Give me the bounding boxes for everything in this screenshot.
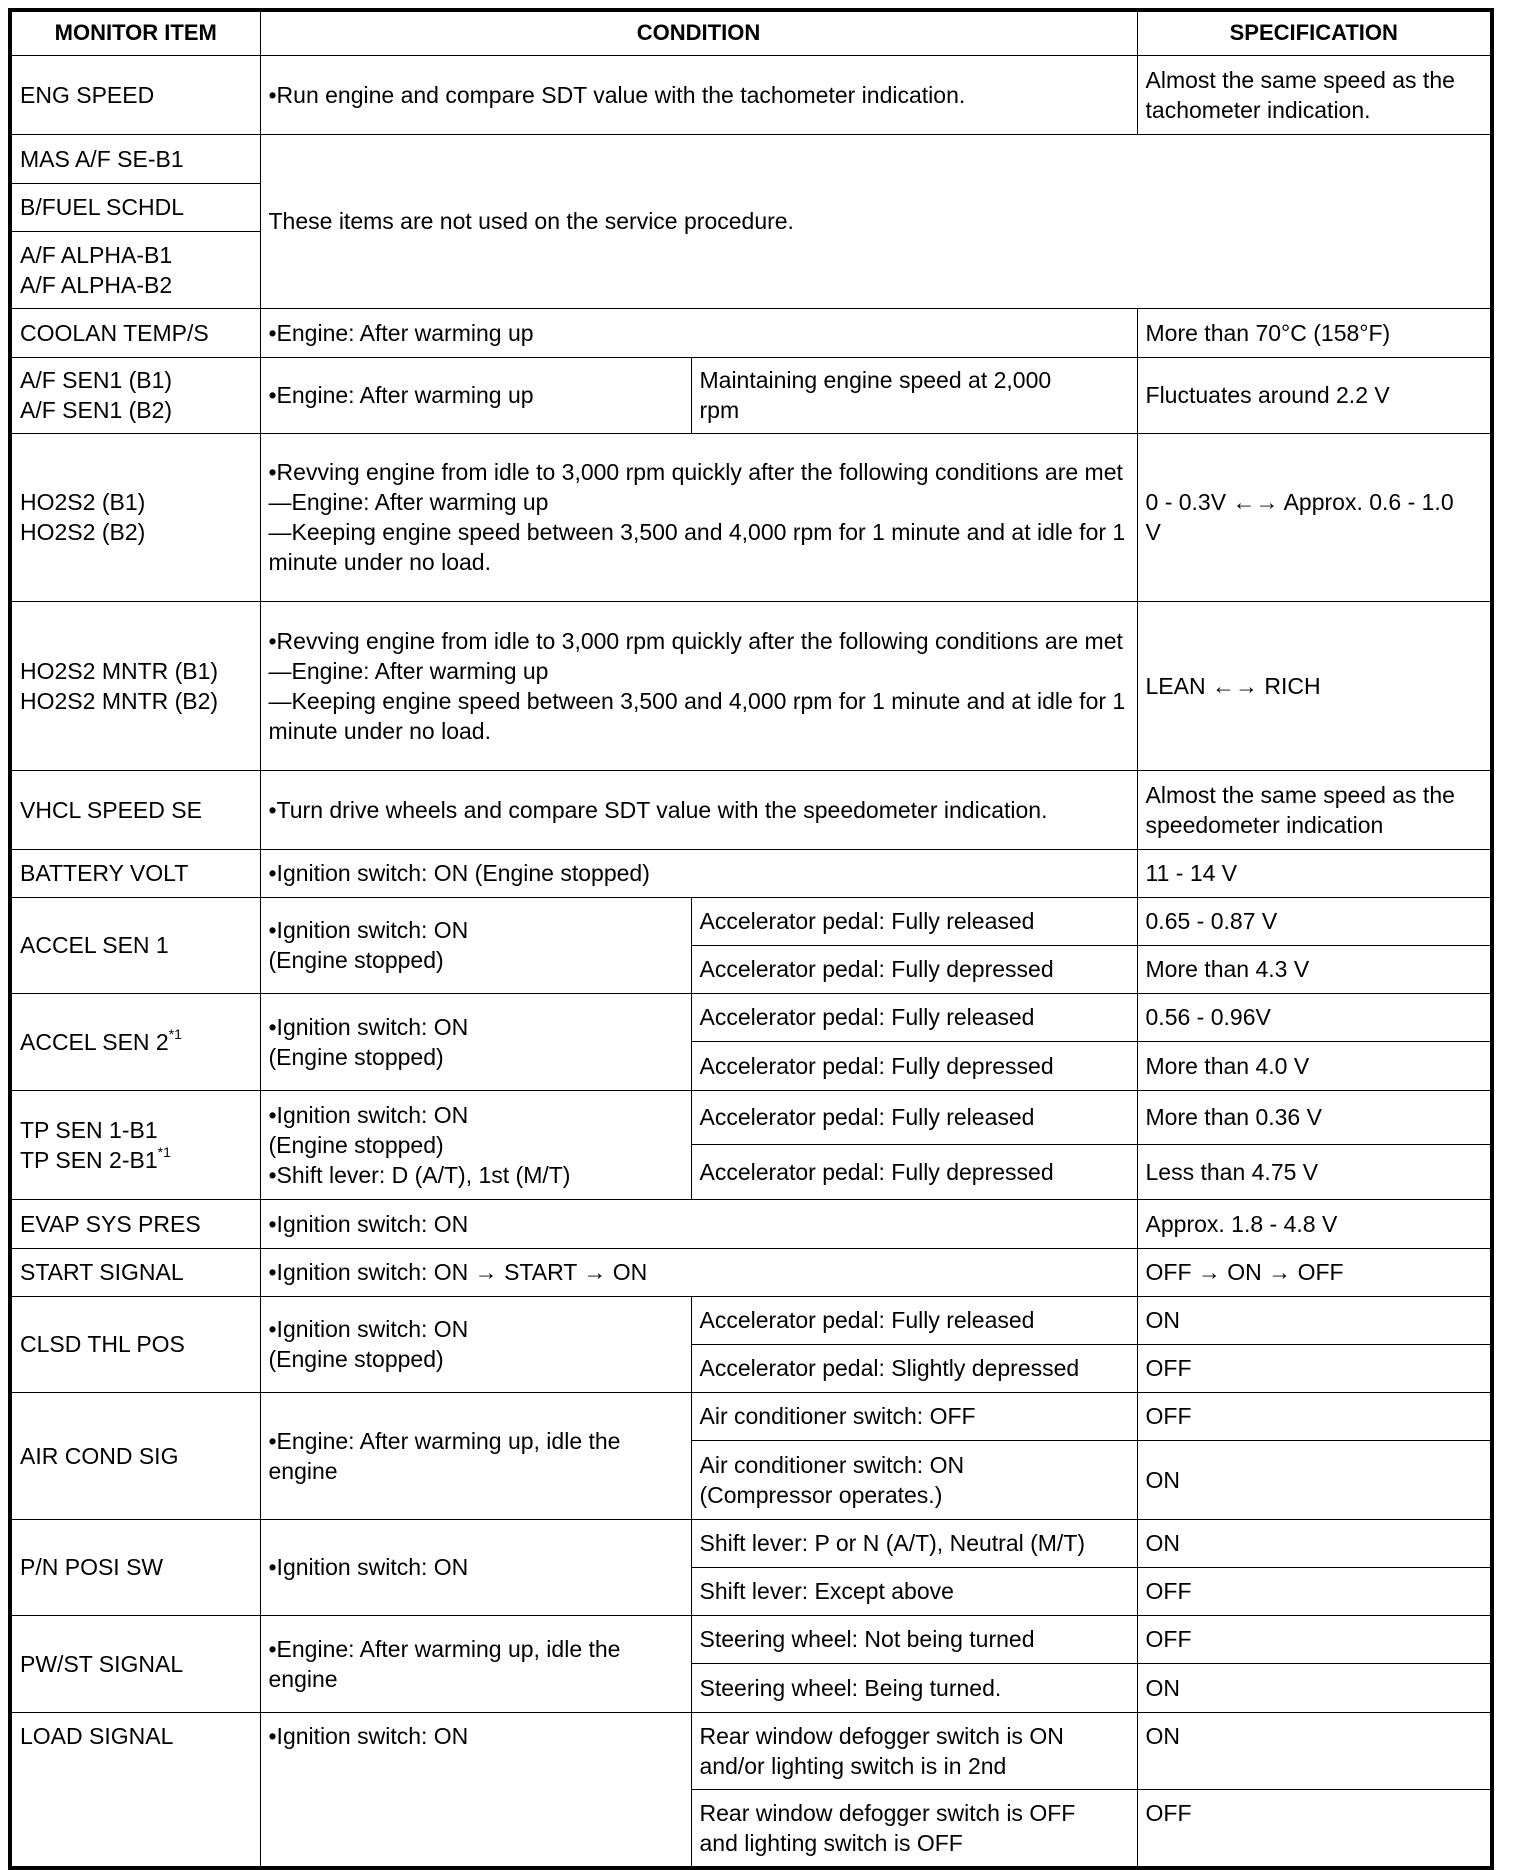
monitor-item: AIR COND SIG	[10, 1392, 260, 1519]
condition: •Ignition switch: ON	[260, 1199, 1137, 1248]
table-row	[10, 1392, 1492, 1440]
table-row	[10, 308, 1492, 357]
specification: 0.56 - 0.96V	[1137, 993, 1492, 1041]
monitor-item: HO2S2 MNTR (B1) HO2S2 MNTR (B2)	[10, 601, 260, 770]
condition: •Ignition switch: ON	[260, 1712, 691, 1868]
monitor-item: ACCEL SEN 1	[10, 897, 260, 993]
monitor-item	[10, 1090, 260, 1199]
sub-condition: Accelerator pedal: Fully depressed	[691, 1144, 1137, 1199]
table-row	[10, 601, 1492, 770]
sub-condition: Accelerator pedal: Fully released	[691, 897, 1137, 945]
specification: ON	[1137, 1712, 1492, 1789]
sub-condition: Maintaining engine speed at 2,000 rpm	[691, 357, 1137, 433]
specification: Less than 4.75 V	[1137, 1144, 1492, 1199]
specification: Approx. 1.8 - 4.8 V	[1137, 1199, 1492, 1248]
sub-condition: Rear window defogger switch is OFF and lighting switch is OFF	[691, 1789, 1137, 1868]
specification: 0 - 0.3V ←→ Approx. 0.6 - 1.0 V	[1137, 433, 1492, 601]
sub-condition: Shift lever: Except above	[691, 1567, 1137, 1615]
sub-condition: Steering wheel: Not being turned	[691, 1615, 1137, 1663]
sub-condition: Accelerator pedal: Fully released	[691, 993, 1137, 1041]
table-row	[10, 55, 1492, 134]
condition: •Engine: After warming up	[260, 357, 691, 433]
specification: More than 4.3 V	[1137, 945, 1492, 993]
condition: •Revving engine from idle to 3,000 rpm quickly after the following conditions are met —Engine: After warming up —Keeping engine speed between 3,500 and 4,000 rpm for 1 minute and at idle for 1 minute under no load.	[260, 601, 1137, 770]
specification: ON	[1137, 1296, 1492, 1344]
specification: More than 4.0 V	[1137, 1041, 1492, 1090]
sub-condition: Air conditioner switch: OFF	[691, 1392, 1137, 1440]
condition: •Engine: After warming up, idle the engine	[260, 1615, 691, 1712]
specification: Fluctuates around 2.2 V	[1137, 357, 1492, 433]
condition: These items are not used on the service procedure.	[260, 134, 1492, 308]
specification: 11 - 14 V	[1137, 849, 1492, 897]
header-condition: CONDITION	[260, 10, 1137, 55]
sub-condition: Steering wheel: Being turned.	[691, 1663, 1137, 1712]
table-row	[10, 993, 1492, 1041]
table-row	[10, 1296, 1492, 1344]
table-row	[10, 357, 1492, 433]
monitor-item: MAS A/F SE-B1	[10, 134, 260, 183]
condition: •Engine: After warming up, idle the engine	[260, 1392, 691, 1519]
monitor-item: BATTERY VOLT	[10, 849, 260, 897]
footnote-marker: *1	[168, 1025, 182, 1042]
monitor-item-label: ACCEL SEN 2	[20, 1028, 169, 1055]
specification: More than 70°C (158°F)	[1137, 308, 1492, 357]
condition: •Ignition switch: ON → START → ON	[260, 1248, 1137, 1296]
table-row	[10, 1248, 1492, 1296]
sub-condition: Accelerator pedal: Fully depressed	[691, 945, 1137, 993]
specification: OFF	[1137, 1567, 1492, 1615]
condition: •Revving engine from idle to 3,000 rpm quickly after the following conditions are met —Engine: After warming up —Keeping engine speed between 3,500 and 4,000 rpm for 1 minute and at idle for 1 minute under no load.	[260, 433, 1137, 601]
sub-condition: Accelerator pedal: Fully depressed	[691, 1041, 1137, 1090]
specification: OFF	[1137, 1789, 1492, 1868]
table-row	[10, 1615, 1492, 1663]
sub-condition: Accelerator pedal: Slightly depressed	[691, 1344, 1137, 1392]
monitor-item: B/FUEL SCHDL	[10, 183, 260, 231]
condition: •Ignition switch: ON (Engine stopped) •Shift lever: D (A/T), 1st (M/T)	[260, 1090, 691, 1199]
table-row	[10, 1090, 1492, 1144]
monitor-item: A/F ALPHA-B1 A/F ALPHA-B2	[10, 231, 260, 308]
sub-condition: Accelerator pedal: Fully released	[691, 1090, 1137, 1144]
monitor-item: CLSD THL POS	[10, 1296, 260, 1392]
specification: Almost the same speed as the tachometer indication.	[1137, 55, 1492, 134]
table-row	[10, 1199, 1492, 1248]
specification: More than 0.36 V	[1137, 1090, 1492, 1144]
specification: OFF → ON → OFF	[1137, 1248, 1492, 1296]
specification: ON	[1137, 1519, 1492, 1567]
header-monitor-item: MONITOR ITEM	[10, 10, 260, 55]
sub-condition: Rear window defogger switch is ON and/or lighting switch is in 2nd	[691, 1712, 1137, 1789]
table-row	[10, 433, 1492, 601]
monitor-item-label: TP SEN 1-B1 TP SEN 2-B1	[20, 1116, 158, 1173]
sub-condition: Shift lever: P or N (A/T), Neutral (M/T)	[691, 1519, 1137, 1567]
table-row	[10, 770, 1492, 849]
monitor-item: PW/ST SIGNAL	[10, 1615, 260, 1712]
condition: •Ignition switch: ON (Engine stopped)	[260, 849, 1137, 897]
table-row	[10, 1519, 1492, 1567]
sub-condition: Accelerator pedal: Fully released	[691, 1296, 1137, 1344]
table-row	[10, 849, 1492, 897]
condition: •Turn drive wheels and compare SDT value with the speedometer indication.	[260, 770, 1137, 849]
monitor-item: START SIGNAL	[10, 1248, 260, 1296]
specification: ON	[1137, 1440, 1492, 1519]
table-row	[10, 134, 1492, 183]
monitor-spec-table	[8, 8, 1494, 1870]
footnote-marker: *1	[157, 1143, 171, 1160]
table-row	[10, 897, 1492, 945]
monitor-item: LOAD SIGNAL	[10, 1712, 260, 1868]
specification: LEAN ←→ RICH	[1137, 601, 1492, 770]
condition: •Ignition switch: ON (Engine stopped)	[260, 993, 691, 1090]
monitor-item: VHCL SPEED SE	[10, 770, 260, 849]
monitor-item: EVAP SYS PRES	[10, 1199, 260, 1248]
monitor-item: P/N POSI SW	[10, 1519, 260, 1615]
condition: •Ignition switch: ON (Engine stopped)	[260, 1296, 691, 1392]
monitor-item: COOLAN TEMP/S	[10, 308, 260, 357]
monitor-item	[10, 993, 260, 1090]
table-header-row	[10, 10, 1492, 55]
condition: •Ignition switch: ON (Engine stopped)	[260, 897, 691, 993]
specification: 0.65 - 0.87 V	[1137, 897, 1492, 945]
specification: Almost the same speed as the speedometer indication	[1137, 770, 1492, 849]
monitor-item: HO2S2 (B1) HO2S2 (B2)	[10, 433, 260, 601]
specification: OFF	[1137, 1344, 1492, 1392]
table-row	[10, 1712, 1492, 1789]
specification: OFF	[1137, 1392, 1492, 1440]
monitor-item: ENG SPEED	[10, 55, 260, 134]
specification: OFF	[1137, 1615, 1492, 1663]
header-specification: SPECIFICATION	[1137, 10, 1492, 55]
condition: •Run engine and compare SDT value with the tachometer indication.	[260, 55, 1137, 134]
specification: ON	[1137, 1663, 1492, 1712]
monitor-item: A/F SEN1 (B1) A/F SEN1 (B2)	[10, 357, 260, 433]
condition: •Engine: After warming up	[260, 308, 1137, 357]
condition: •Ignition switch: ON	[260, 1519, 691, 1615]
sub-condition: Air conditioner switch: ON (Compressor operates.)	[691, 1440, 1137, 1519]
